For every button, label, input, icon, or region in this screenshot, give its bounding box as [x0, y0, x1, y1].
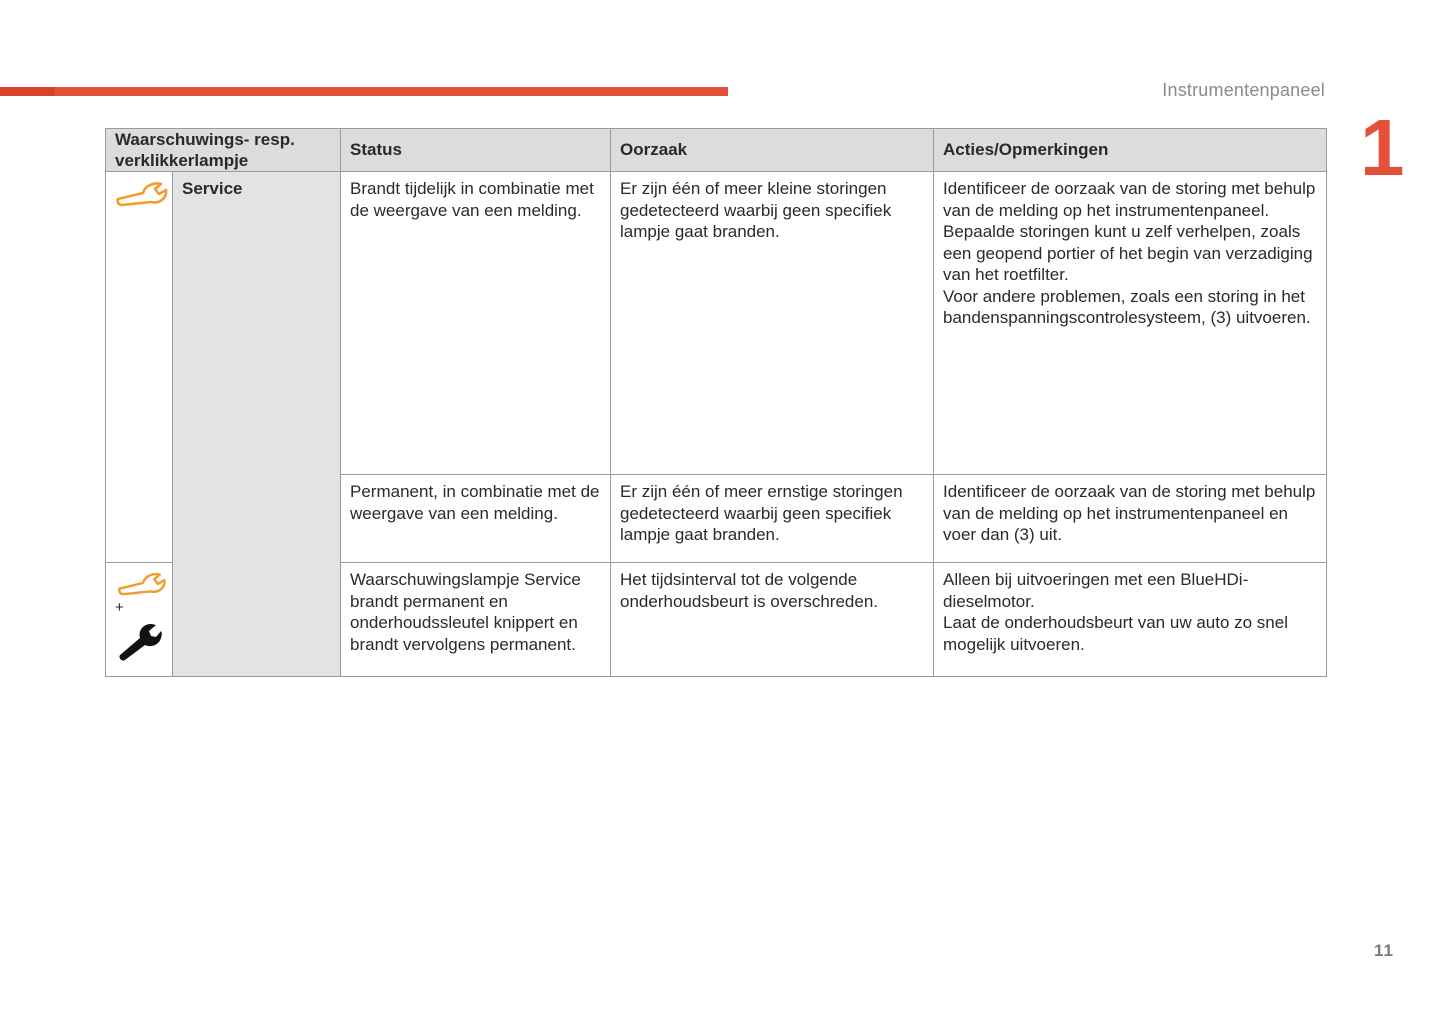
column-header-cause: Oorzaak — [611, 129, 934, 172]
row1-actions: Identificeer de oorzaak van de storing met behulp van de melding op het instrumentenpaneel. Bepaalde storingen kunt u zelf verhelpen, zoals een geopend portier of het begin van verzadiging van het roetfilter. Voor andere problemen, zoals een storing in het bandenspanningscontrolesysteem, (3) uitvoeren. — [934, 172, 1327, 475]
lamp-icon-combo-cell — [106, 563, 173, 677]
wrench-solid-icon — [116, 621, 162, 661]
row3-cause: Het tijdsinterval tot de volgende onderhoudsbeurt is overschreden. — [611, 563, 934, 677]
row3-actions: Alleen bij uitvoeringen met een BlueHDi-dieselmotor. Laat de onderhoudsbeurt van uw auto zo snel mogelijk uitvoeren. — [934, 563, 1327, 677]
row2-cause: Er zijn één of meer ernstige storingen gedetecteerd waarbij geen specifiek lampje gaat branden. — [611, 475, 934, 563]
wrench-outline-icon — [115, 178, 169, 208]
chapter-number: 1 — [1360, 103, 1405, 192]
column-header-lamp: Waarschuwings- resp. verklikkerlampje — [106, 129, 341, 172]
wrench-outline-icon — [115, 569, 169, 597]
row1-status: Brandt tijdelijk in combinatie met de weergave van een melding. — [341, 172, 611, 475]
table-row — [106, 172, 1327, 475]
row3-status: Waarschuwingslampje Service brandt permanent en onderhoudssleutel knippert en brandt vervolgens permanent. — [341, 563, 611, 677]
table-header-row — [106, 129, 1327, 172]
combo-plus-sign: + — [115, 599, 124, 616]
row2-actions: Identificeer de oorzaak van de storing met behulp van de melding op het instrumentenpaneel en voer dan (3) uit. — [934, 475, 1327, 563]
row2-status: Permanent, in combinatie met de weergave van een melding. — [341, 475, 611, 563]
column-header-status: Status — [341, 129, 611, 172]
lamp-icon-cell — [106, 172, 173, 563]
column-header-actions: Acties/Opmerkingen — [934, 129, 1327, 172]
warning-lamp-table — [105, 128, 1327, 677]
row1-cause: Er zijn één of meer kleine storingen gedetecteerd waarbij geen specifiek lampje gaat branden. — [611, 172, 934, 475]
lamp-name-service: Service — [173, 172, 341, 677]
section-title: Instrumentenpaneel — [1162, 80, 1325, 100]
page-number: 11 — [1374, 941, 1394, 960]
header-accent-bar — [0, 87, 728, 96]
